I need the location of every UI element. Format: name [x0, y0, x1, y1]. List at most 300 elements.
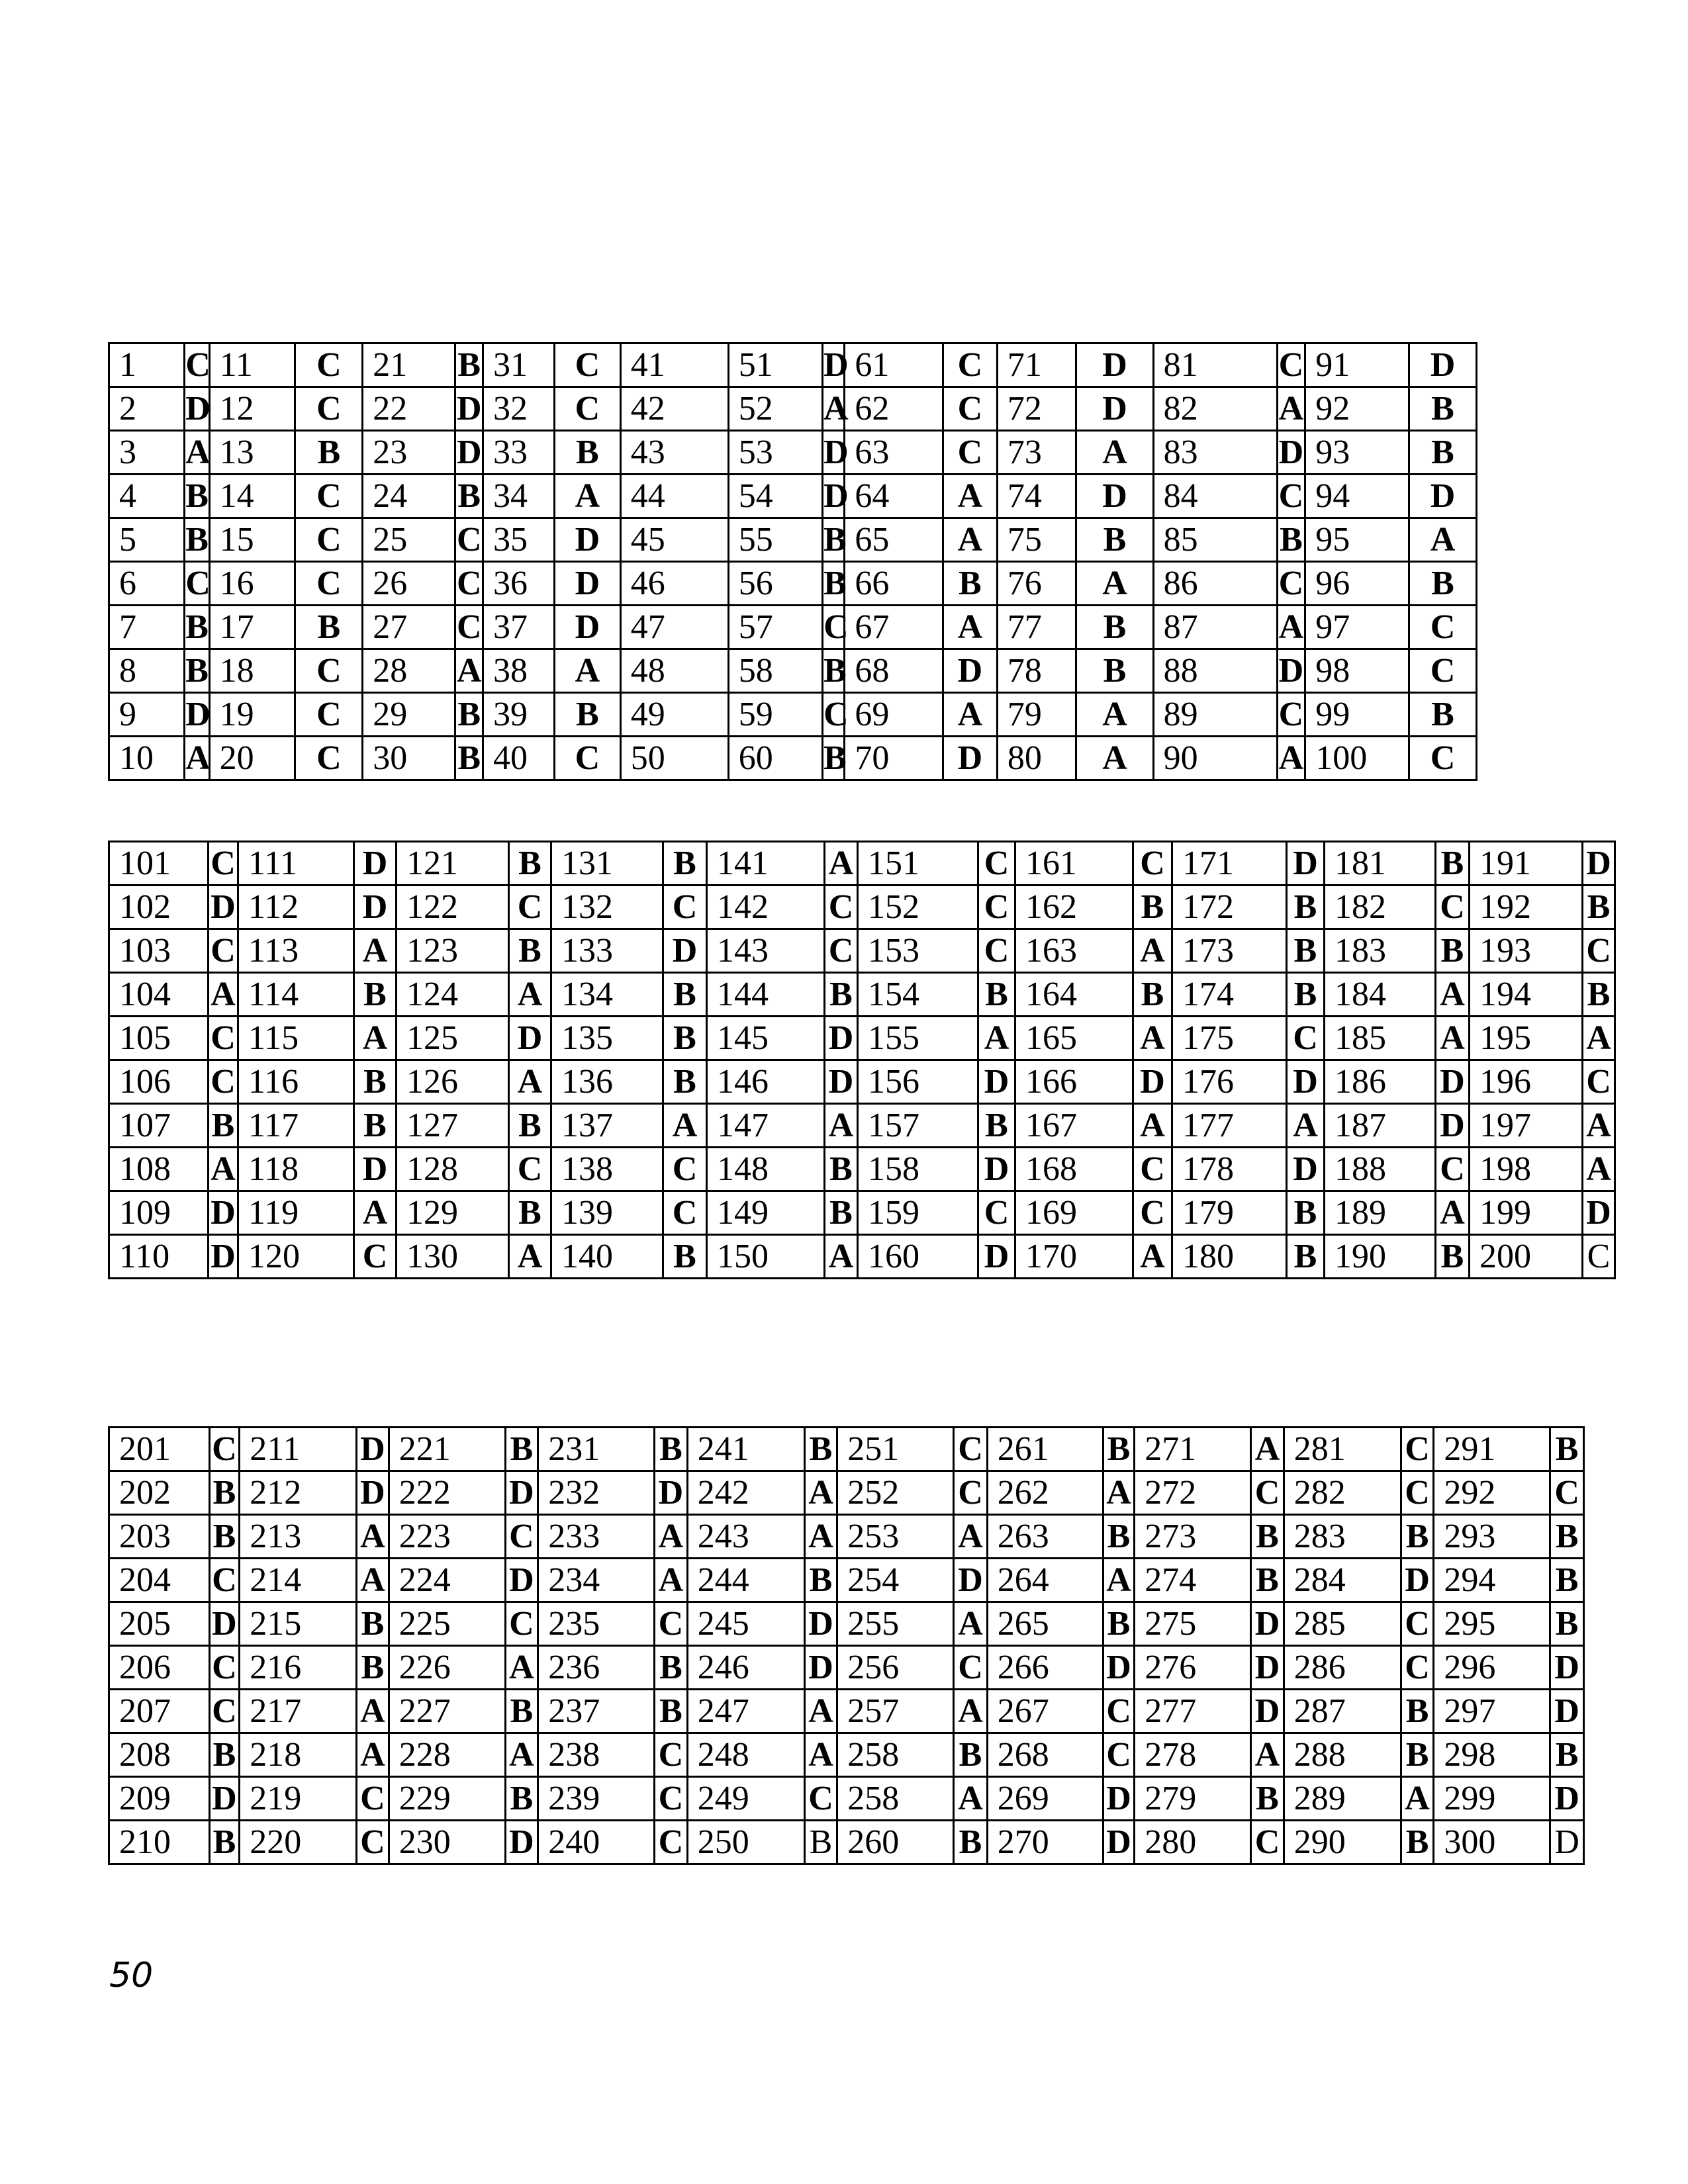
- answer-letter: B: [663, 973, 707, 1017]
- question-number: 70: [845, 737, 943, 780]
- answer-letter: B: [1133, 886, 1172, 929]
- question-number: 119: [238, 1191, 354, 1235]
- question-number: 33: [483, 431, 555, 475]
- question-number: 277: [1135, 1690, 1251, 1733]
- answer-row: [109, 1104, 1615, 1148]
- question-number: 170: [1015, 1235, 1133, 1279]
- answer-letter: D: [354, 1148, 397, 1191]
- answer-letter: A: [354, 929, 397, 973]
- question-number: 244: [687, 1559, 804, 1602]
- answer-letter: A: [1583, 1104, 1615, 1148]
- question-number: 167: [1015, 1104, 1133, 1148]
- question-number: 225: [389, 1602, 505, 1646]
- answer-letter: C: [295, 475, 363, 518]
- question-number: 198: [1470, 1148, 1583, 1191]
- question-number: 138: [551, 1148, 663, 1191]
- question-number: 117: [238, 1104, 354, 1148]
- answer-letter: C: [943, 387, 997, 431]
- question-number: 112: [238, 886, 354, 929]
- question-number: 293: [1434, 1515, 1550, 1559]
- question-number: 296: [1434, 1646, 1550, 1690]
- answer-row: [109, 973, 1615, 1017]
- answer-letter: B: [804, 1428, 837, 1471]
- question-number: 55: [728, 518, 822, 562]
- question-number: 28: [363, 649, 455, 693]
- question-number: 61: [845, 343, 943, 387]
- question-number: 88: [1153, 649, 1277, 693]
- answer-letter: A: [555, 649, 621, 693]
- question-number: 186: [1325, 1060, 1436, 1104]
- answer-letter: C: [1103, 1733, 1135, 1777]
- question-number: 7: [109, 606, 185, 649]
- question-number: 72: [997, 387, 1076, 431]
- question-number: 121: [397, 842, 509, 886]
- answer-letter: A: [804, 1733, 837, 1777]
- question-number: 272: [1135, 1471, 1251, 1515]
- answer-key-table-1-100: [108, 342, 1477, 781]
- answer-letter: D: [1103, 1821, 1135, 1864]
- question-number: 182: [1325, 886, 1436, 929]
- question-number: 17: [209, 606, 295, 649]
- answer-letter: C: [1550, 1471, 1584, 1515]
- question-number: 31: [483, 343, 555, 387]
- answer-letter: B: [825, 1191, 858, 1235]
- question-number: 9: [109, 693, 185, 737]
- question-number: 103: [109, 929, 209, 973]
- question-number: 1: [109, 343, 185, 387]
- question-number: 187: [1325, 1104, 1436, 1148]
- answer-letter: B: [954, 1733, 988, 1777]
- question-number: 114: [238, 973, 354, 1017]
- question-number: 290: [1284, 1821, 1401, 1864]
- question-number: 208: [109, 1733, 210, 1777]
- answer-letter: C: [357, 1777, 389, 1821]
- answer-letter: D: [209, 886, 238, 929]
- question-number: 226: [389, 1646, 505, 1690]
- question-number: 169: [1015, 1191, 1133, 1235]
- question-number: 149: [707, 1191, 825, 1235]
- answer-letter: C: [1436, 1148, 1470, 1191]
- question-number: 288: [1284, 1733, 1401, 1777]
- question-number: 251: [837, 1428, 954, 1471]
- question-number: 219: [240, 1777, 357, 1821]
- answer-letter: B: [663, 1235, 707, 1279]
- answer-letter: C: [1583, 929, 1615, 973]
- answer-letter: B: [357, 1646, 389, 1690]
- answer-letter: B: [185, 606, 209, 649]
- answer-letter: B: [1076, 649, 1153, 693]
- answer-letter: C: [978, 842, 1015, 886]
- question-number: 253: [837, 1515, 954, 1559]
- question-number: 239: [538, 1777, 655, 1821]
- answer-letter: B: [823, 518, 845, 562]
- answer-letter: C: [1409, 737, 1477, 780]
- question-number: 41: [620, 343, 728, 387]
- answer-letter: D: [655, 1471, 688, 1515]
- answer-letter: A: [357, 1559, 389, 1602]
- answer-letter: A: [1277, 387, 1305, 431]
- answer-letter: C: [505, 1515, 538, 1559]
- answer-letter: C: [1133, 1148, 1172, 1191]
- answer-letter: B: [185, 649, 209, 693]
- question-number: 188: [1325, 1148, 1436, 1191]
- answer-letter: B: [209, 1515, 240, 1559]
- question-number: 210: [109, 1821, 210, 1864]
- question-number: 179: [1172, 1191, 1287, 1235]
- question-number: 19: [209, 693, 295, 737]
- answer-letter: B: [1401, 1690, 1434, 1733]
- question-number: 217: [240, 1690, 357, 1733]
- question-number: 18: [209, 649, 295, 693]
- question-number: 193: [1470, 929, 1583, 973]
- question-number: 261: [987, 1428, 1103, 1471]
- answer-letter: C: [455, 606, 483, 649]
- answer-letter: B: [978, 973, 1015, 1017]
- question-number: 142: [707, 886, 825, 929]
- answer-letter: D: [505, 1471, 538, 1515]
- question-number: 284: [1284, 1559, 1401, 1602]
- answer-letter: C: [804, 1777, 837, 1821]
- answer-letter: B: [209, 1733, 240, 1777]
- question-number: 256: [837, 1646, 954, 1690]
- answer-letter: B: [1133, 973, 1172, 1017]
- answer-letter: D: [357, 1471, 389, 1515]
- question-number: 14: [209, 475, 295, 518]
- answer-letter: B: [1076, 606, 1153, 649]
- question-number: 22: [363, 387, 455, 431]
- question-number: 222: [389, 1471, 505, 1515]
- question-number: 46: [620, 562, 728, 606]
- question-number: 36: [483, 562, 555, 606]
- question-number: 58: [728, 649, 822, 693]
- question-number: 84: [1153, 475, 1277, 518]
- answer-letter: B: [825, 973, 858, 1017]
- answer-row: [109, 1428, 1584, 1471]
- question-number: 96: [1305, 562, 1409, 606]
- question-number: 25: [363, 518, 455, 562]
- question-number: 150: [707, 1235, 825, 1279]
- question-number: 155: [858, 1017, 978, 1060]
- question-number: 83: [1153, 431, 1277, 475]
- question-number: 173: [1172, 929, 1287, 973]
- answer-letter: B: [1550, 1515, 1584, 1559]
- question-number: 92: [1305, 387, 1409, 431]
- answer-letter: D: [954, 1559, 988, 1602]
- question-number: 146: [707, 1060, 825, 1104]
- answer-letter: D: [505, 1559, 538, 1602]
- answer-row: [109, 1017, 1615, 1060]
- question-number: 44: [620, 475, 728, 518]
- answer-letter: C: [555, 387, 621, 431]
- question-number: 48: [620, 649, 728, 693]
- answer-letter: A: [357, 1515, 389, 1559]
- question-number: 216: [240, 1646, 357, 1690]
- answer-letter: C: [1401, 1646, 1434, 1690]
- answer-letter: B: [1550, 1559, 1584, 1602]
- answer-letter: A: [804, 1471, 837, 1515]
- question-number: 227: [389, 1690, 505, 1733]
- question-number: 281: [1284, 1428, 1401, 1471]
- question-number: 100: [1305, 737, 1409, 780]
- answer-letter: B: [1401, 1733, 1434, 1777]
- answer-letter: A: [1103, 1471, 1135, 1515]
- answer-letter: B: [954, 1821, 988, 1864]
- question-number: 298: [1434, 1733, 1550, 1777]
- question-number: 140: [551, 1235, 663, 1279]
- question-number: 214: [240, 1559, 357, 1602]
- answer-letter: C: [555, 343, 621, 387]
- question-number: 285: [1284, 1602, 1401, 1646]
- question-number: 181: [1325, 842, 1436, 886]
- question-number: 24: [363, 475, 455, 518]
- answer-letter: B: [1287, 886, 1325, 929]
- question-number: 242: [687, 1471, 804, 1515]
- answer-letter: B: [455, 343, 483, 387]
- answer-letter: C: [823, 693, 845, 737]
- answer-letter: C: [825, 929, 858, 973]
- answer-letter: C: [1583, 1235, 1615, 1279]
- question-number: 35: [483, 518, 555, 562]
- answer-letter: D: [1287, 1060, 1325, 1104]
- question-number: 269: [987, 1777, 1103, 1821]
- answer-letter: D: [354, 886, 397, 929]
- answer-row: [109, 606, 1477, 649]
- question-number: 175: [1172, 1017, 1287, 1060]
- answer-letter: C: [295, 387, 363, 431]
- question-number: 235: [538, 1602, 655, 1646]
- question-number: 63: [845, 431, 943, 475]
- answer-letter: B: [1550, 1428, 1584, 1471]
- answer-letter: B: [555, 693, 621, 737]
- question-number: 51: [728, 343, 822, 387]
- answer-letter: C: [295, 649, 363, 693]
- question-number: 207: [109, 1690, 210, 1733]
- answer-letter: A: [1436, 1017, 1470, 1060]
- answer-letter: B: [1287, 929, 1325, 973]
- answer-letter: B: [1251, 1559, 1284, 1602]
- answer-row: [109, 1733, 1584, 1777]
- question-number: 133: [551, 929, 663, 973]
- question-number: 143: [707, 929, 825, 973]
- question-number: 178: [1172, 1148, 1287, 1191]
- answer-letter: A: [1133, 1235, 1172, 1279]
- question-number: 30: [363, 737, 455, 780]
- question-number: 203: [109, 1515, 210, 1559]
- question-number: 229: [389, 1777, 505, 1821]
- answer-letter: C: [354, 1235, 397, 1279]
- answer-letter: D: [455, 387, 483, 431]
- question-number: 183: [1325, 929, 1436, 973]
- answer-letter: B: [1103, 1515, 1135, 1559]
- answer-letter: B: [1409, 693, 1477, 737]
- answer-letter: C: [1133, 1191, 1172, 1235]
- answer-letter: B: [357, 1602, 389, 1646]
- answer-letter: D: [209, 1191, 238, 1235]
- answer-letter: C: [978, 886, 1015, 929]
- answer-letter: D: [505, 1821, 538, 1864]
- question-number: 125: [397, 1017, 509, 1060]
- question-number: 260: [837, 1821, 954, 1864]
- question-number: 15: [209, 518, 295, 562]
- answer-letter: D: [1076, 343, 1153, 387]
- answer-letter: D: [1103, 1646, 1135, 1690]
- answer-letter: B: [1550, 1602, 1584, 1646]
- question-number: 154: [858, 973, 978, 1017]
- question-number: 118: [238, 1148, 354, 1191]
- answer-letter: D: [555, 562, 621, 606]
- answer-letter: B: [655, 1428, 688, 1471]
- question-number: 145: [707, 1017, 825, 1060]
- question-number: 228: [389, 1733, 505, 1777]
- answer-letter: A: [825, 1104, 858, 1148]
- question-number: 163: [1015, 929, 1133, 973]
- answer-letter: A: [1251, 1733, 1284, 1777]
- answer-letter: A: [509, 1235, 551, 1279]
- answer-letter: D: [823, 475, 845, 518]
- question-number: 79: [997, 693, 1076, 737]
- answer-letter: C: [1133, 842, 1172, 886]
- question-number: 57: [728, 606, 822, 649]
- answer-letter: B: [943, 562, 997, 606]
- answer-letter: B: [354, 973, 397, 1017]
- question-number: 120: [238, 1235, 354, 1279]
- question-number: 135: [551, 1017, 663, 1060]
- answer-letter: C: [555, 737, 621, 780]
- question-number: 192: [1470, 886, 1583, 929]
- answer-row: [109, 737, 1477, 780]
- question-number: 196: [1470, 1060, 1583, 1104]
- answer-key-table-201-300: [108, 1426, 1585, 1865]
- question-number: 53: [728, 431, 822, 475]
- question-number: 190: [1325, 1235, 1436, 1279]
- question-number: 234: [538, 1559, 655, 1602]
- answer-letter: C: [1583, 1060, 1615, 1104]
- question-number: 289: [1284, 1777, 1401, 1821]
- question-number: 131: [551, 842, 663, 886]
- answer-letter: C: [209, 1559, 240, 1602]
- question-number: 171: [1172, 842, 1287, 886]
- answer-letter: C: [1251, 1471, 1284, 1515]
- answer-letter: A: [1436, 1191, 1470, 1235]
- question-number: 199: [1470, 1191, 1583, 1235]
- answer-row: [109, 518, 1477, 562]
- answer-letter: B: [655, 1646, 688, 1690]
- answer-letter: C: [655, 1602, 688, 1646]
- question-number: 10: [109, 737, 185, 780]
- question-number: 209: [109, 1777, 210, 1821]
- question-number: 99: [1305, 693, 1409, 737]
- answer-letter: D: [1409, 475, 1477, 518]
- answer-letter: D: [1550, 1690, 1584, 1733]
- question-number: 45: [620, 518, 728, 562]
- question-number: 274: [1135, 1559, 1251, 1602]
- question-number: 237: [538, 1690, 655, 1733]
- question-number: 50: [620, 737, 728, 780]
- question-number: 90: [1153, 737, 1277, 780]
- answer-letter: A: [943, 518, 997, 562]
- question-number: 295: [1434, 1602, 1550, 1646]
- answer-row: [109, 1191, 1615, 1235]
- answer-letter: C: [655, 1777, 688, 1821]
- question-number: 129: [397, 1191, 509, 1235]
- question-number: 153: [858, 929, 978, 973]
- answer-letter: C: [185, 562, 209, 606]
- answer-letter: D: [1436, 1104, 1470, 1148]
- question-number: 59: [728, 693, 822, 737]
- answer-letter: D: [455, 431, 483, 475]
- question-number: 82: [1153, 387, 1277, 431]
- answer-letter: B: [823, 649, 845, 693]
- answer-row: [109, 649, 1477, 693]
- answer-letter: D: [978, 1235, 1015, 1279]
- answer-letter: A: [1076, 693, 1153, 737]
- answer-letter: D: [1103, 1777, 1135, 1821]
- question-number: 165: [1015, 1017, 1133, 1060]
- answer-row: [109, 1148, 1615, 1191]
- answer-letter: D: [1583, 1191, 1615, 1235]
- answer-letter: B: [209, 1104, 238, 1148]
- question-number: 292: [1434, 1471, 1550, 1515]
- question-number: 91: [1305, 343, 1409, 387]
- answer-row: [109, 693, 1477, 737]
- answer-letter: D: [555, 606, 621, 649]
- answer-letter: C: [823, 606, 845, 649]
- question-number: 136: [551, 1060, 663, 1104]
- question-number: 249: [687, 1777, 804, 1821]
- answer-letter: C: [1251, 1821, 1284, 1864]
- answer-letter: B: [1251, 1515, 1284, 1559]
- question-number: 32: [483, 387, 555, 431]
- answer-letter: C: [1277, 562, 1305, 606]
- answer-letter: B: [804, 1821, 837, 1864]
- answer-key-table-101-200: [108, 841, 1616, 1279]
- answer-letter: B: [1583, 973, 1615, 1017]
- question-number: 195: [1470, 1017, 1583, 1060]
- answer-letter: B: [1103, 1602, 1135, 1646]
- question-number: 5: [109, 518, 185, 562]
- question-number: 101: [109, 842, 209, 886]
- question-number: 257: [837, 1690, 954, 1733]
- question-number: 85: [1153, 518, 1277, 562]
- question-number: 12: [209, 387, 295, 431]
- answer-letter: D: [663, 929, 707, 973]
- page-number: 50: [109, 1956, 154, 1995]
- question-number: 265: [987, 1602, 1103, 1646]
- question-number: 231: [538, 1428, 655, 1471]
- answer-row: [109, 431, 1477, 475]
- answer-letter: D: [1401, 1559, 1434, 1602]
- answer-letter: C: [663, 886, 707, 929]
- question-number: 68: [845, 649, 943, 693]
- question-number: 241: [687, 1428, 804, 1471]
- answer-letter: B: [823, 562, 845, 606]
- answer-letter: B: [295, 606, 363, 649]
- answer-letter: B: [509, 842, 551, 886]
- question-number: 147: [707, 1104, 825, 1148]
- answer-letter: D: [185, 387, 209, 431]
- answer-letter: B: [663, 1060, 707, 1104]
- answer-letter: C: [1277, 475, 1305, 518]
- answer-letter: A: [505, 1733, 538, 1777]
- answer-letter: D: [943, 737, 997, 780]
- answer-letter: A: [663, 1104, 707, 1148]
- question-number: 29: [363, 693, 455, 737]
- answer-row: [109, 475, 1477, 518]
- answer-letter: D: [209, 1235, 238, 1279]
- answer-letter: D: [825, 1017, 858, 1060]
- answer-letter: D: [1076, 387, 1153, 431]
- answer-letter: A: [1401, 1777, 1434, 1821]
